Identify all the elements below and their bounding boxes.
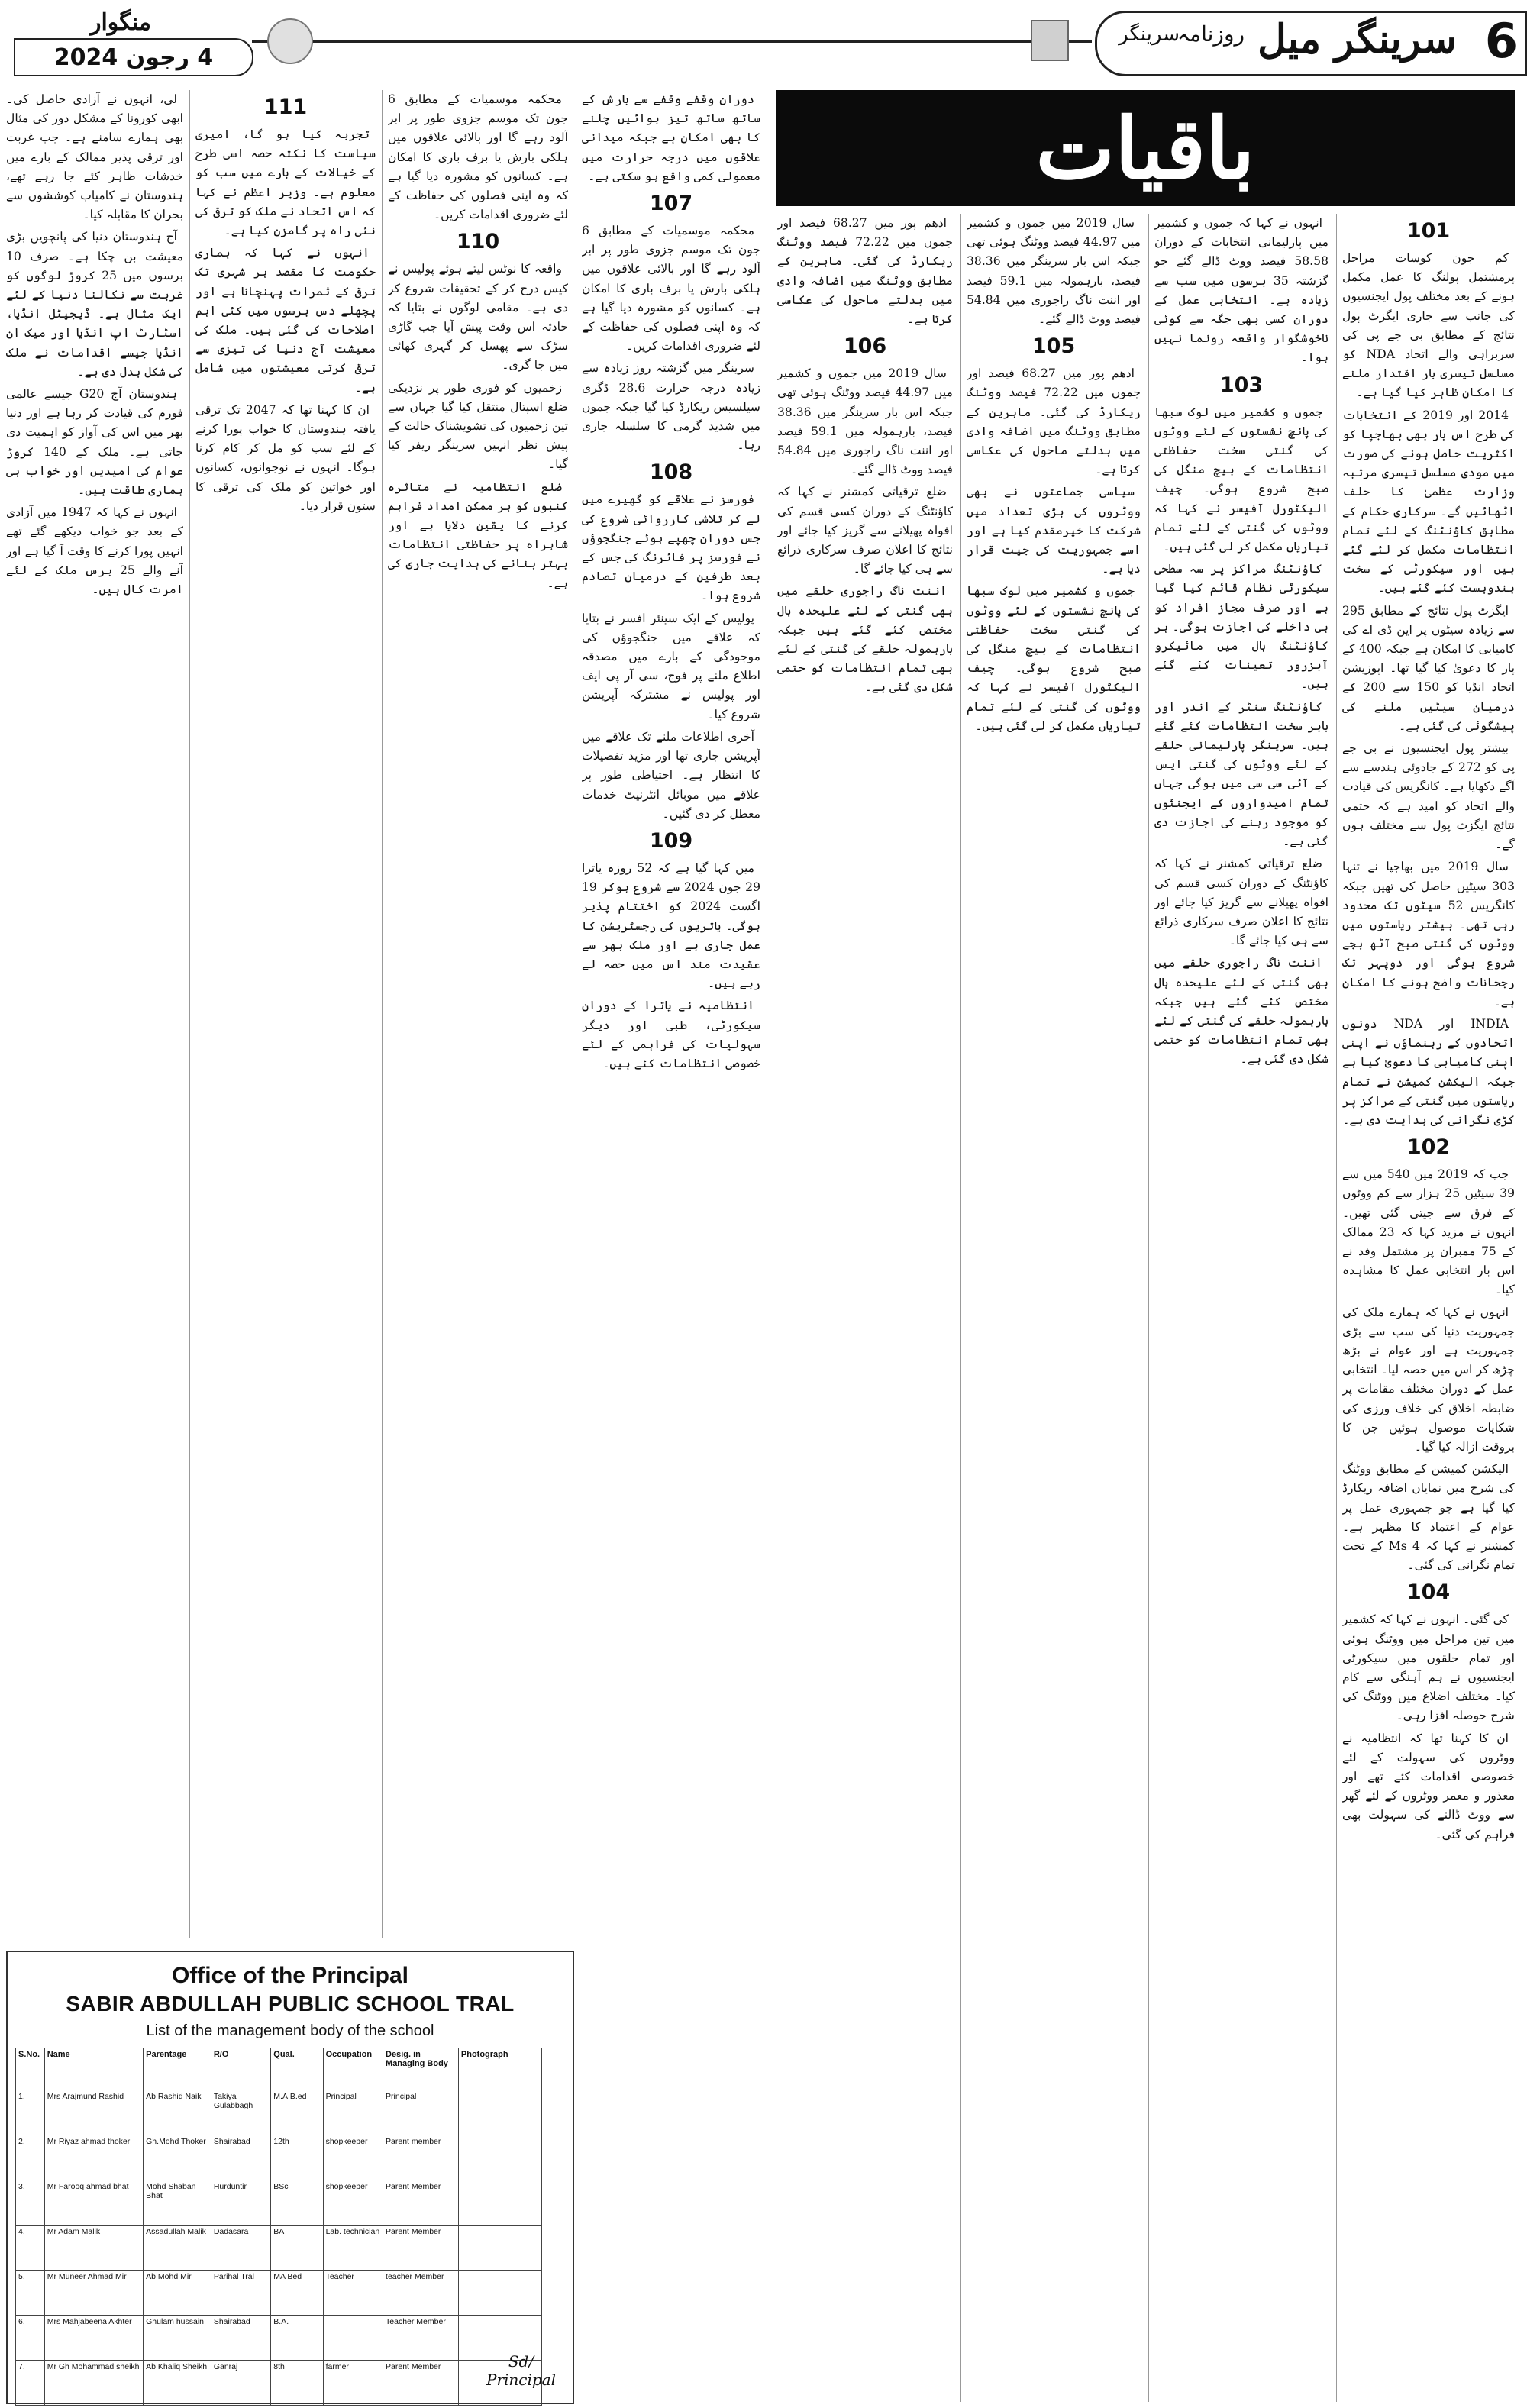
table-cell xyxy=(323,2316,383,2361)
table-cell: M.A,B.ed xyxy=(271,2090,323,2135)
table-cell: Shairabad xyxy=(211,2316,270,2361)
notice-title: Office of the Principal xyxy=(171,1963,409,1988)
paragraph: فورسز نے علاقے کو گھیرے میں لے کر تلاشی کارروائی شروع کی جس دوران چھپے ہوئے جنگجوؤں نے فورسز پر فائرنگ کی جس کے بعد طرفین کے درمیان تصادم شروع ہوا۔ xyxy=(582,492,760,603)
paragraph: ان کا کہنا تھا کہ انتظامیہ نے ووٹروں کی سہولت کے لئے خصوصی اقدامات کئے تھے اور معذور و معمر ووٹروں کے لئے گھر سے ووٹ ڈالنے کی سہولت بھی فراہم کی گئی۔ xyxy=(1342,1731,1515,1842)
section-banner xyxy=(776,90,1515,206)
table-cell: Parihal Tral xyxy=(211,2271,270,2316)
paragraph: کم جون کوسات مراحل پرمشتمل پولنگ کا عمل مکمل ہونے کے بعد مختلف پول ایجنسیوں کی جانب سے جاری ایگزٹ پول نتائج کے مطابق بی جے پی کی سربراہی والے اتحاد NDA کو مسلسل تیسری بار اقتدار ملنے کا امکان ظاہر کیا گیا ہے۔ xyxy=(1342,251,1515,400)
paragraph: ضلع ترقیاتی کمشنر نے کہا کہ کاؤنٹنگ کے دوران کسی قسم کی افواہ پھیلانے سے گریز کیا جائے اور نتائج کا اعلان صرف سرکاری ذرائع سے ہی کیا جائے گا۔ xyxy=(1154,857,1328,948)
table-cell: 3. xyxy=(16,2180,45,2226)
table-cell: 4. xyxy=(16,2226,45,2271)
paragraph: سال 2019 میں جموں و کشمیر میں 44.97 فیصد ووٹنگ ہوئی تھی جبکہ اس بار سرینگر میں 38.36 فیصد، بارہمولہ میں 59.1 فیصد اور اننت ناگ راجوری میں 54.84 فیصد ووٹ ڈالے گئے۔ xyxy=(777,366,953,477)
table-row xyxy=(16,2226,542,2271)
table-cell: Dadasara xyxy=(211,2226,270,2271)
page-number: 6 xyxy=(1484,13,1518,69)
table-cell: shopkeeper xyxy=(323,2135,383,2180)
principal-signature: Sd/ Principal xyxy=(486,2352,556,2389)
logo-icon xyxy=(1031,20,1069,61)
table-header-row xyxy=(16,2048,542,2090)
item-number: 111 xyxy=(263,95,308,119)
table-cell: 7. xyxy=(16,2361,45,2406)
paragraph: الیکشن کمیشن کے مطابق ووٹنگ کی شرح میں نمایاں اضافہ ریکارڈ کیا گیا ہے جو جمہوری عمل پر عوام کے اعتماد کا مظہر ہے۔ کمشنر نے کہا کہ Ms 4 کے تحت تمام نگرانی کی گئی۔ xyxy=(1342,1462,1515,1573)
paragraph: جموں و کشمیر میں لوک سبھا کی پانچ نشستوں کے لئے ووٹوں کی گنتی سخت حفاظتی انتظامات کے بیچ منگل کی صبح شروع ہوگی۔ چیف الیکٹورل آفیسر نے کہا کہ ووٹوں کی گنتی کے لئے تمام تیاریاں مکمل کر لی گئی ہیں۔ xyxy=(1154,405,1328,554)
table-body xyxy=(16,2090,542,2406)
paragraph: بیشتر پول ایجنسیوں نے بی جے پی کو 272 کے جادوئی ہندسے سے آگے دکھایا ہے۔ کانگریس کی قیادت والے اتحاد کو امید ہے کہ حتمی نتائج ایگزٹ پول سے مختلف ہوں گے۔ xyxy=(1342,741,1515,852)
paragraph: سال 2019 میں جموں و کشمیر میں 44.97 فیصد ووٹنگ ہوئی تھی جبکہ اس بار سرینگر میں 38.36 فیصد، بارہمولہ میں 59.1 فیصد اور اننت ناگ راجوری میں 54.84 فیصد ووٹ ڈالے گئے۔ xyxy=(967,216,1141,327)
item-number: 104 xyxy=(1406,1580,1451,1605)
table-cell: Shairabad xyxy=(211,2135,270,2180)
newspaper-name: سرینگر میل xyxy=(1257,16,1457,63)
table-cell: Mrs Arajmund Rashid xyxy=(44,2090,143,2135)
newspaper-city: سرینگر xyxy=(1119,23,1180,46)
paragraph: ان کا کہنا تھا کہ 2047 تک ترقی یافتہ ہندوستان کا خواب پورا کرنے کے لئے سب کو مل کر کام کرنا ہوگا۔ انہوں نے نوجوانوں، کسانوں اور خواتین کو ملک کی ترقی کا ستون قرار دیا۔ xyxy=(195,402,376,513)
table-cell: Teacher Member xyxy=(383,2316,459,2361)
paragraph: ہندوستان آج G20 جیسے عالمی فورم کی قیادت کر رہا ہے اور دنیا بھر میں اس کی آواز کو اہمیت دی جاتی ہے۔ ملک کے 140 کروڑ عوام کی امیدیں اور خواب ہی ہماری طاقت ہیں۔ xyxy=(6,387,183,498)
paragraph: سال 2019 میں بھاجپا نے تنہا 303 سیٹیں حاصل کی تھیں جبکہ کانگریس 52 سیٹوں تک محدود رہی تھی۔ بیشتر ریاستوں میں ووٹوں کی گنتی صبح آٹھ بجے شروع ہوگی اور دوپہر تک رجحانات واضح ہونے کا امکان ہے۔ xyxy=(1342,860,1515,1009)
item-number: 107 xyxy=(649,192,693,216)
paragraph: محکمہ موسمیات کے مطابق 6 جون تک موسم جزوی طور پر ابر آلود رہے گا اور بالائی علاقوں میں ہلکی بارش یا برف باری کا امکان ہے۔ کسانوں کو مشورہ دیا گیا ہے کہ وہ اپنی فصلوں کی حفاظت کے لئے ضروری اقدامات کریں۔ xyxy=(582,224,760,353)
paragraph: انہوں نے کہا کہ ہماری حکومت کا مقصد ہر شہری تک ترقی کے ثمرات پہنچانا ہے اور پچھلے دس برسوں میں کئی اہم اصلاحات کی گئی ہیں۔ ملک کی معیشت آج دنیا کی تیزی سے ترقی کرتی معیشتوں میں شامل ہے۔ xyxy=(195,246,376,395)
paragraph: سرینگر میں گزشتہ روز زیادہ سے زیادہ درجہ حرارت 28.6 ڈگری سیلسیس ریکارڈ کیا گیا جبکہ جموں میں شدید گرمی کا سلسلہ جاری رہا۔ xyxy=(582,361,760,453)
paragraph: آخری اطلاعات ملنے تک علاقے میں آپریشن جاری تھا اور مزید تفصیلات کا انتظار ہے۔ احتیاطی طور پر علاقے میں موبائل انٹرنیٹ خدمات معطل کر دی گئیں۔ xyxy=(582,729,760,821)
table-cell: 2. xyxy=(16,2135,45,2180)
notice-subtitle: List of the management body of the school xyxy=(146,2022,434,2039)
table-cell: Ganraj xyxy=(211,2361,270,2406)
table-cell: Mrs Mahjabeena Akhter xyxy=(44,2316,143,2361)
paragraph: تجربہ کیا ہو گا، امیری سیاست کا نکتہ حصہ اسی طرح کے خیالات کے بارے میں سب کو معلوم ہے۔ وزیر اعظم نے کہا کہ اس اتحاد نے ملک کو ترقی کی نئی راہ پر گامزن کیا ہے۔ xyxy=(195,128,376,238)
paragraph: میں کہا گیا ہے کہ 52 روزہ یاترا 29 جون 2024 سے شروع ہوکر 19 اگست 2024 کو اختتام پذیر ہوگی۔ یاتریوں کی رجسٹریشن کا عمل جاری ہے اور ملک بھر سے عقیدت مند اس میں حصہ لے رہے ہیں۔ xyxy=(582,860,760,991)
school-notice xyxy=(6,1951,574,2404)
paragraph: اننت ناگ راجوری حلقے میں بھی گنتی کے لئے علیحدہ ہال مختص کئے گئے ہیں جبکہ بارہمولہ حلقے کی گنتی کے لئے بھی تمام انتظامات کو حتمی شکل دی گئی ہے۔ xyxy=(1154,956,1328,1067)
table-cell: 8th xyxy=(271,2361,323,2406)
table-row xyxy=(16,2271,542,2316)
table-cell: Mohd Shaban Bhat xyxy=(144,2180,211,2226)
paragraph: ضلع انتظامیہ نے متاثرہ کنبوں کو ہر ممکن امداد فراہم کرنے کا یقین دلایا ہے اور شاہراہ پر حفاظتی انتظامات بہتر بنانے کی ہدایت جاری کی ہے۔ xyxy=(388,479,568,590)
table-cell: Takiya Gulabbagh xyxy=(211,2090,270,2135)
table-cell: 1. xyxy=(16,2090,45,2135)
column-header: Desig. in Managing Body xyxy=(383,2048,459,2090)
paragraph: ادھم پور میں 68.27 فیصد اور جموں میں 72.22 فیصد ووٹنگ ریکارڈ کی گئی۔ ماہرین کے مطابق ووٹنگ میں اضافہ وادی میں بدلتے ماحول کی عکاسی کرتا ہے۔ xyxy=(967,366,1141,477)
item-number: 106 xyxy=(843,334,887,359)
paragraph: کی گئی۔ انہوں نے کہا کہ کشمیر میں تین مراحل میں ووٹنگ ہوئی اور تمام حلقوں میں سیکورٹی ایجنسیوں نے ہم آہنگی سے کام کیا۔ مختلف اضلاع میں ووٹنگ کی شرح حوصلہ افزا رہی۔ xyxy=(1342,1612,1515,1723)
table-cell: teacher Member xyxy=(383,2271,459,2316)
day-name: منگوار xyxy=(89,9,151,36)
paragraph: اننت ناگ راجوری حلقے میں بھی گنتی کے لئے علیحدہ ہال مختص کئے گئے ہیں جبکہ بارہمولہ حلقے کی گنتی کے لئے بھی تمام انتظامات کو حتمی شکل دی گئی ہے۔ xyxy=(777,584,953,695)
column-3 xyxy=(967,214,1141,2402)
column-2 xyxy=(1154,214,1328,2402)
column-header: Photograph xyxy=(458,2048,541,2090)
paragraph: انتظامیہ نے یاترا کے دوران سیکورٹی، طبی اور دیگر سہولیات کی فراہمی کے لئے خصوصی انتظامات کئے ہیں۔ xyxy=(582,999,760,1070)
table-cell xyxy=(458,2226,541,2271)
item-number: 108 xyxy=(649,460,693,485)
table-cell: BA xyxy=(271,2226,323,2271)
nameplate xyxy=(1099,6,1527,75)
table-row xyxy=(16,2090,542,2135)
table-cell: 6. xyxy=(16,2316,45,2361)
table-cell: Hurduntir xyxy=(211,2180,270,2226)
table-cell: Parent Member xyxy=(383,2361,459,2406)
table-row xyxy=(16,2361,542,2406)
newspaper-prefix: روزنامہ xyxy=(1177,21,1245,47)
paragraph: لی، انہوں نے آزادی حاصل کی۔ ابھی کورونا کے مشکل دور کی مثال بھی ہمارے سامنے ہے۔ جب غربت اور ترقی پذیر ممالک کے بارے میں خدشات ظاہر کئے جا رہے تھے، ہندوستان نے کامیاب کوششوں سے بحران کا مقابلہ کیا۔ xyxy=(6,92,183,222)
paragraph: انہوں نے کہا کہ جموں و کشمیر میں پارلیمانی انتخابات کے دوران 58.58 فیصد ووٹ ڈالے گئے جو گزشتہ 35 برسوں میں سب سے زیادہ ہے۔ انتخابی عمل کے دوران کسی بھی جگہ سے کوئی ناخوشگوار واقعہ رونما نہیں ہوا۔ xyxy=(1154,216,1328,365)
table-cell: Mr Adam Malik xyxy=(44,2226,143,2271)
table-cell: Principal xyxy=(323,2090,383,2135)
table-cell: Assadullah Malik xyxy=(144,2226,211,2271)
table-cell: Ab Khaliq Sheikh xyxy=(144,2361,211,2406)
table-row xyxy=(16,2180,542,2226)
table-cell xyxy=(458,2180,541,2226)
paragraph: سیاسی جماعتوں نے بھی ووٹروں کی بڑی تعداد میں شرکت کا خیرمقدم کیا ہے اور اسے جمہوریت کی جیت قرار دیا ہے۔ xyxy=(967,485,1141,576)
table-cell xyxy=(458,2135,541,2180)
column-header: S.No. xyxy=(16,2048,45,2090)
item-number: 110 xyxy=(456,230,500,254)
paragraph: ضلع ترقیاتی کمشنر نے کہا کہ کاؤنٹنگ کے دوران کسی قسم کی افواہ پھیلانے سے گریز کیا جائے اور نتائج کا اعلان صرف سرکاری ذرائع سے ہی کیا جائے گا۔ xyxy=(777,485,953,576)
item-number: 102 xyxy=(1406,1135,1451,1160)
paragraph: زخمیوں کو فوری طور پر نزدیکی ضلع اسپتال منتقل کیا گیا جہاں سے تین زخمیوں کی تشویشناک حالت کے پیش نظر انہیں سرینگر ریفر کیا گیا۔ xyxy=(388,380,568,472)
table-cell: Ghulam hussain xyxy=(144,2316,211,2361)
section-title: باقیات xyxy=(1035,98,1255,198)
column-header: Occupation xyxy=(323,2048,383,2090)
table-cell: Parent Member xyxy=(383,2226,459,2271)
paragraph: واقعہ کا نوٹس لیتے ہوئے پولیس نے کیس درج کر کے تحقیقات شروع کر دی ہے۔ مقامی لوگوں نے بتایا کہ حادثہ اس وقت پیش آیا جب گاڑی سڑک سے پھسل کر گہری کھائی میں جا گری۔ xyxy=(388,262,568,373)
paragraph: ادھم پور میں 68.27 فیصد اور جموں میں 72.22 فیصد ووٹنگ ریکارڈ کی گئی۔ ماہرین کے مطابق ووٹنگ میں اضافہ وادی میں بدلتے ماحول کی عکاسی کرتا ہے۔ xyxy=(777,216,953,327)
paragraph: کاؤنٹنگ سنٹر کے اندر اور باہر سخت انتظامات کئے گئے ہیں۔ سرینگر پارلیمانی حلقے کے لئے ووٹوں کی گنتی ایس کے آئی سی سی میں ہوگی جہاں تمام امیدواروں کے ایجنٹوں کو موجود رہنے کی اجازت دی گئی ہے۔ xyxy=(1154,699,1328,849)
paragraph: پولیس کے ایک سینئر افسر نے بتایا کہ علاقے میں جنگجوؤں کی موجودگی کے بارے میں مصدقہ اطلاع ملنے پر فوج، سی آر پی ایف اور پولیس نے مشترکہ آپریشن شروع کیا۔ xyxy=(582,611,760,721)
date-box xyxy=(14,9,243,70)
paragraph: محکمہ موسمیات کے مطابق 6 جون تک موسم جزوی طور پر ابر آلود رہے گا اور بالائی علاقوں میں ہلکی بارش یا برف باری کا امکان ہے۔ کسانوں کو مشورہ دیا گیا ہے کہ وہ اپنی فصلوں کی حفاظت کے لئے ضروری اقدامات کریں۔ xyxy=(388,92,568,222)
item-number: 103 xyxy=(1219,373,1264,397)
table-cell: farmer xyxy=(323,2361,383,2406)
paragraph: 2014 اور 2019 کے انتخابات کی طرح اس بار بھی بھاجپا کو اکثریت حاصل ہونے کی صورت میں مودی مسلسل تیسری مرتبہ وزارت عظمیٰ کا حلف اٹھائیں گے۔ سرکاری حکام کے مطابق کاؤنٹنگ کے لئے تمام انتظامات مکمل کر لئے گئے ہیں اور سیکورٹی کے سخت بندوبست کئے گئے ہیں۔ xyxy=(1342,408,1515,596)
table-cell: Ab Mohd Mir xyxy=(144,2271,211,2316)
emblem-icon xyxy=(267,18,313,64)
table-cell: Lab. technician xyxy=(323,2226,383,2271)
table-cell: Mr Muneer Ahmad Mir xyxy=(44,2271,143,2316)
table-cell: Mr Farooq ahmad bhat xyxy=(44,2180,143,2226)
management-table xyxy=(15,2048,542,2406)
column-5 xyxy=(582,90,760,2402)
table-cell: 12th xyxy=(271,2135,323,2180)
table-cell: Gh.Mohd Thoker xyxy=(144,2135,211,2180)
column-header: R/O xyxy=(211,2048,270,2090)
table-cell: Mr Riyaz ahmad thoker xyxy=(44,2135,143,2180)
paragraph: ایگزٹ پول نتائج کے مطابق 295 سے زیادہ سیٹوں پر این ڈی اے کی کامیابی کا امکان ہے جبکہ 400 کے پار کا دعویٰ کیا گیا تھا۔ اپوزیشن اتحاد انڈیا کو 150 سے 200 کے درمیان سیٹیں ملنے کی پیشگوئی کی گئی ہے۔ xyxy=(1342,603,1515,733)
paragraph: جموں و کشمیر میں لوک سبھا کی پانچ نشستوں کے لئے ووٹوں کی گنتی سخت حفاظتی انتظامات کے بیچ منگل کی صبح شروع ہوگی۔ چیف الیکٹورل آفیسر نے کہا کہ ووٹوں کی گنتی کے لئے تمام تیاریاں مکمل کر لی گئی ہیں۔ xyxy=(967,584,1141,733)
column-7 xyxy=(195,90,376,1938)
item-number: 109 xyxy=(649,828,693,853)
column-1 xyxy=(1342,214,1515,2402)
issue-date: 4 رجون 2024 xyxy=(14,38,253,76)
table-cell: BSc xyxy=(271,2180,323,2226)
table-cell: B.A. xyxy=(271,2316,323,2361)
table-cell xyxy=(458,2271,541,2316)
column-8 xyxy=(6,90,183,1938)
column-header: Parentage xyxy=(144,2048,211,2090)
table-cell xyxy=(458,2090,541,2135)
paragraph: انہوں نے کہا کہ 1947 میں آزادی کے بعد جو خواب دیکھے گئے تھے انہیں پورا کرنے کا وقت آ گیا ہے اور آنے والے 25 برس ملک کے لئے امرت کال ہیں۔ xyxy=(6,505,183,597)
table-cell: Teacher xyxy=(323,2271,383,2316)
table-cell: Mr Gh Mohammad sheikh xyxy=(44,2361,143,2406)
column-header: Qual. xyxy=(271,2048,323,2090)
paragraph: انہوں نے کہا کہ ہمارے ملک کی جمہوریت دنیا کی سب سے بڑی جمہوریت ہے اور عوام نے بڑھ چڑھ کر اس میں حصہ لیا۔ انتخابی عمل کے دوران مختلف مقامات پر ضابطہ اخلاق کی خلاف ورزی کی شکایات موصول ہوئیں جن کا بروقت ازالہ کیا گیا۔ xyxy=(1342,1305,1515,1454)
table-cell: Ab Rashid Naik xyxy=(144,2090,211,2135)
paragraph: دوران وقفے وقفے سے بارش کے ساتھ ساتھ تیز ہوائیں چلنے کا بھی امکان ہے جبکہ میدانی علاقوں میں درجہ حرارت میں معمولی کمی واقع ہو سکتی ہے۔ xyxy=(582,92,760,183)
school-name: SABIR ABDULLAH PUBLIC SCHOOL TRAL xyxy=(66,1992,515,2016)
column-header: Name xyxy=(44,2048,143,2090)
paragraph: آج ہندوستان دنیا کی پانچویں بڑی معیشت بن چکا ہے۔ صرف 10 برسوں میں 25 کروڑ لوگوں کو غربت سے نکالنا دنیا کے لئے ایک مثال ہے۔ ڈیجیٹل انڈیا، اسٹارٹ اپ انڈیا اور میک ان انڈیا جیسے اقدامات نے ملک کی شکل بدل دی ہے۔ xyxy=(6,230,183,379)
table-cell: 5. xyxy=(16,2271,45,2316)
table-row xyxy=(16,2316,542,2361)
column-4 xyxy=(777,214,953,2402)
item-number: 101 xyxy=(1406,219,1451,243)
masthead xyxy=(0,0,1527,79)
table-row xyxy=(16,2135,542,2180)
table-cell: Parent member xyxy=(383,2135,459,2180)
paragraph: جب کہ 2019 میں 540 میں سے 39 سیٹیں 25 ہزار سے کم ووٹوں کے فرق سے جیتی گئی تھیں۔ انہوں نے مزید کہا کہ 23 ممالک کے 75 ممبران پر مشتمل وفد نے اس بار انتخابی عمل کا مشاہدہ کیا۔ xyxy=(1342,1167,1515,1297)
item-number: 105 xyxy=(1031,334,1076,359)
table-cell: MA Bed xyxy=(271,2271,323,2316)
paragraph: کاؤنٹنگ مراکز پر سہ سطحی سیکورٹی نظام قائم کیا گیا ہے اور صرف مجاز افراد کو ہی داخلے کی اجازت ہوگی۔ ہر کاؤنٹنگ ہال میں مائیکرو آبزرور تعینات کئے گئے ہیں۔ xyxy=(1154,562,1328,692)
table-cell: Parent Member xyxy=(383,2180,459,2226)
masthead-rule xyxy=(252,15,1092,61)
paragraph: INDIA اور NDA دونوں اتحادوں کے رہنماؤں نے اپنی اپنی کامیابی کا دعویٰ کیا ہے جبکہ الیکشن کمیشن نے تمام ریاستوں میں گنتی کے مراکز پر کڑی نگرانی کی ہدایت دی ہے۔ xyxy=(1342,1016,1515,1127)
table-cell: Principal xyxy=(383,2090,459,2135)
table-cell: shopkeeper xyxy=(323,2180,383,2226)
